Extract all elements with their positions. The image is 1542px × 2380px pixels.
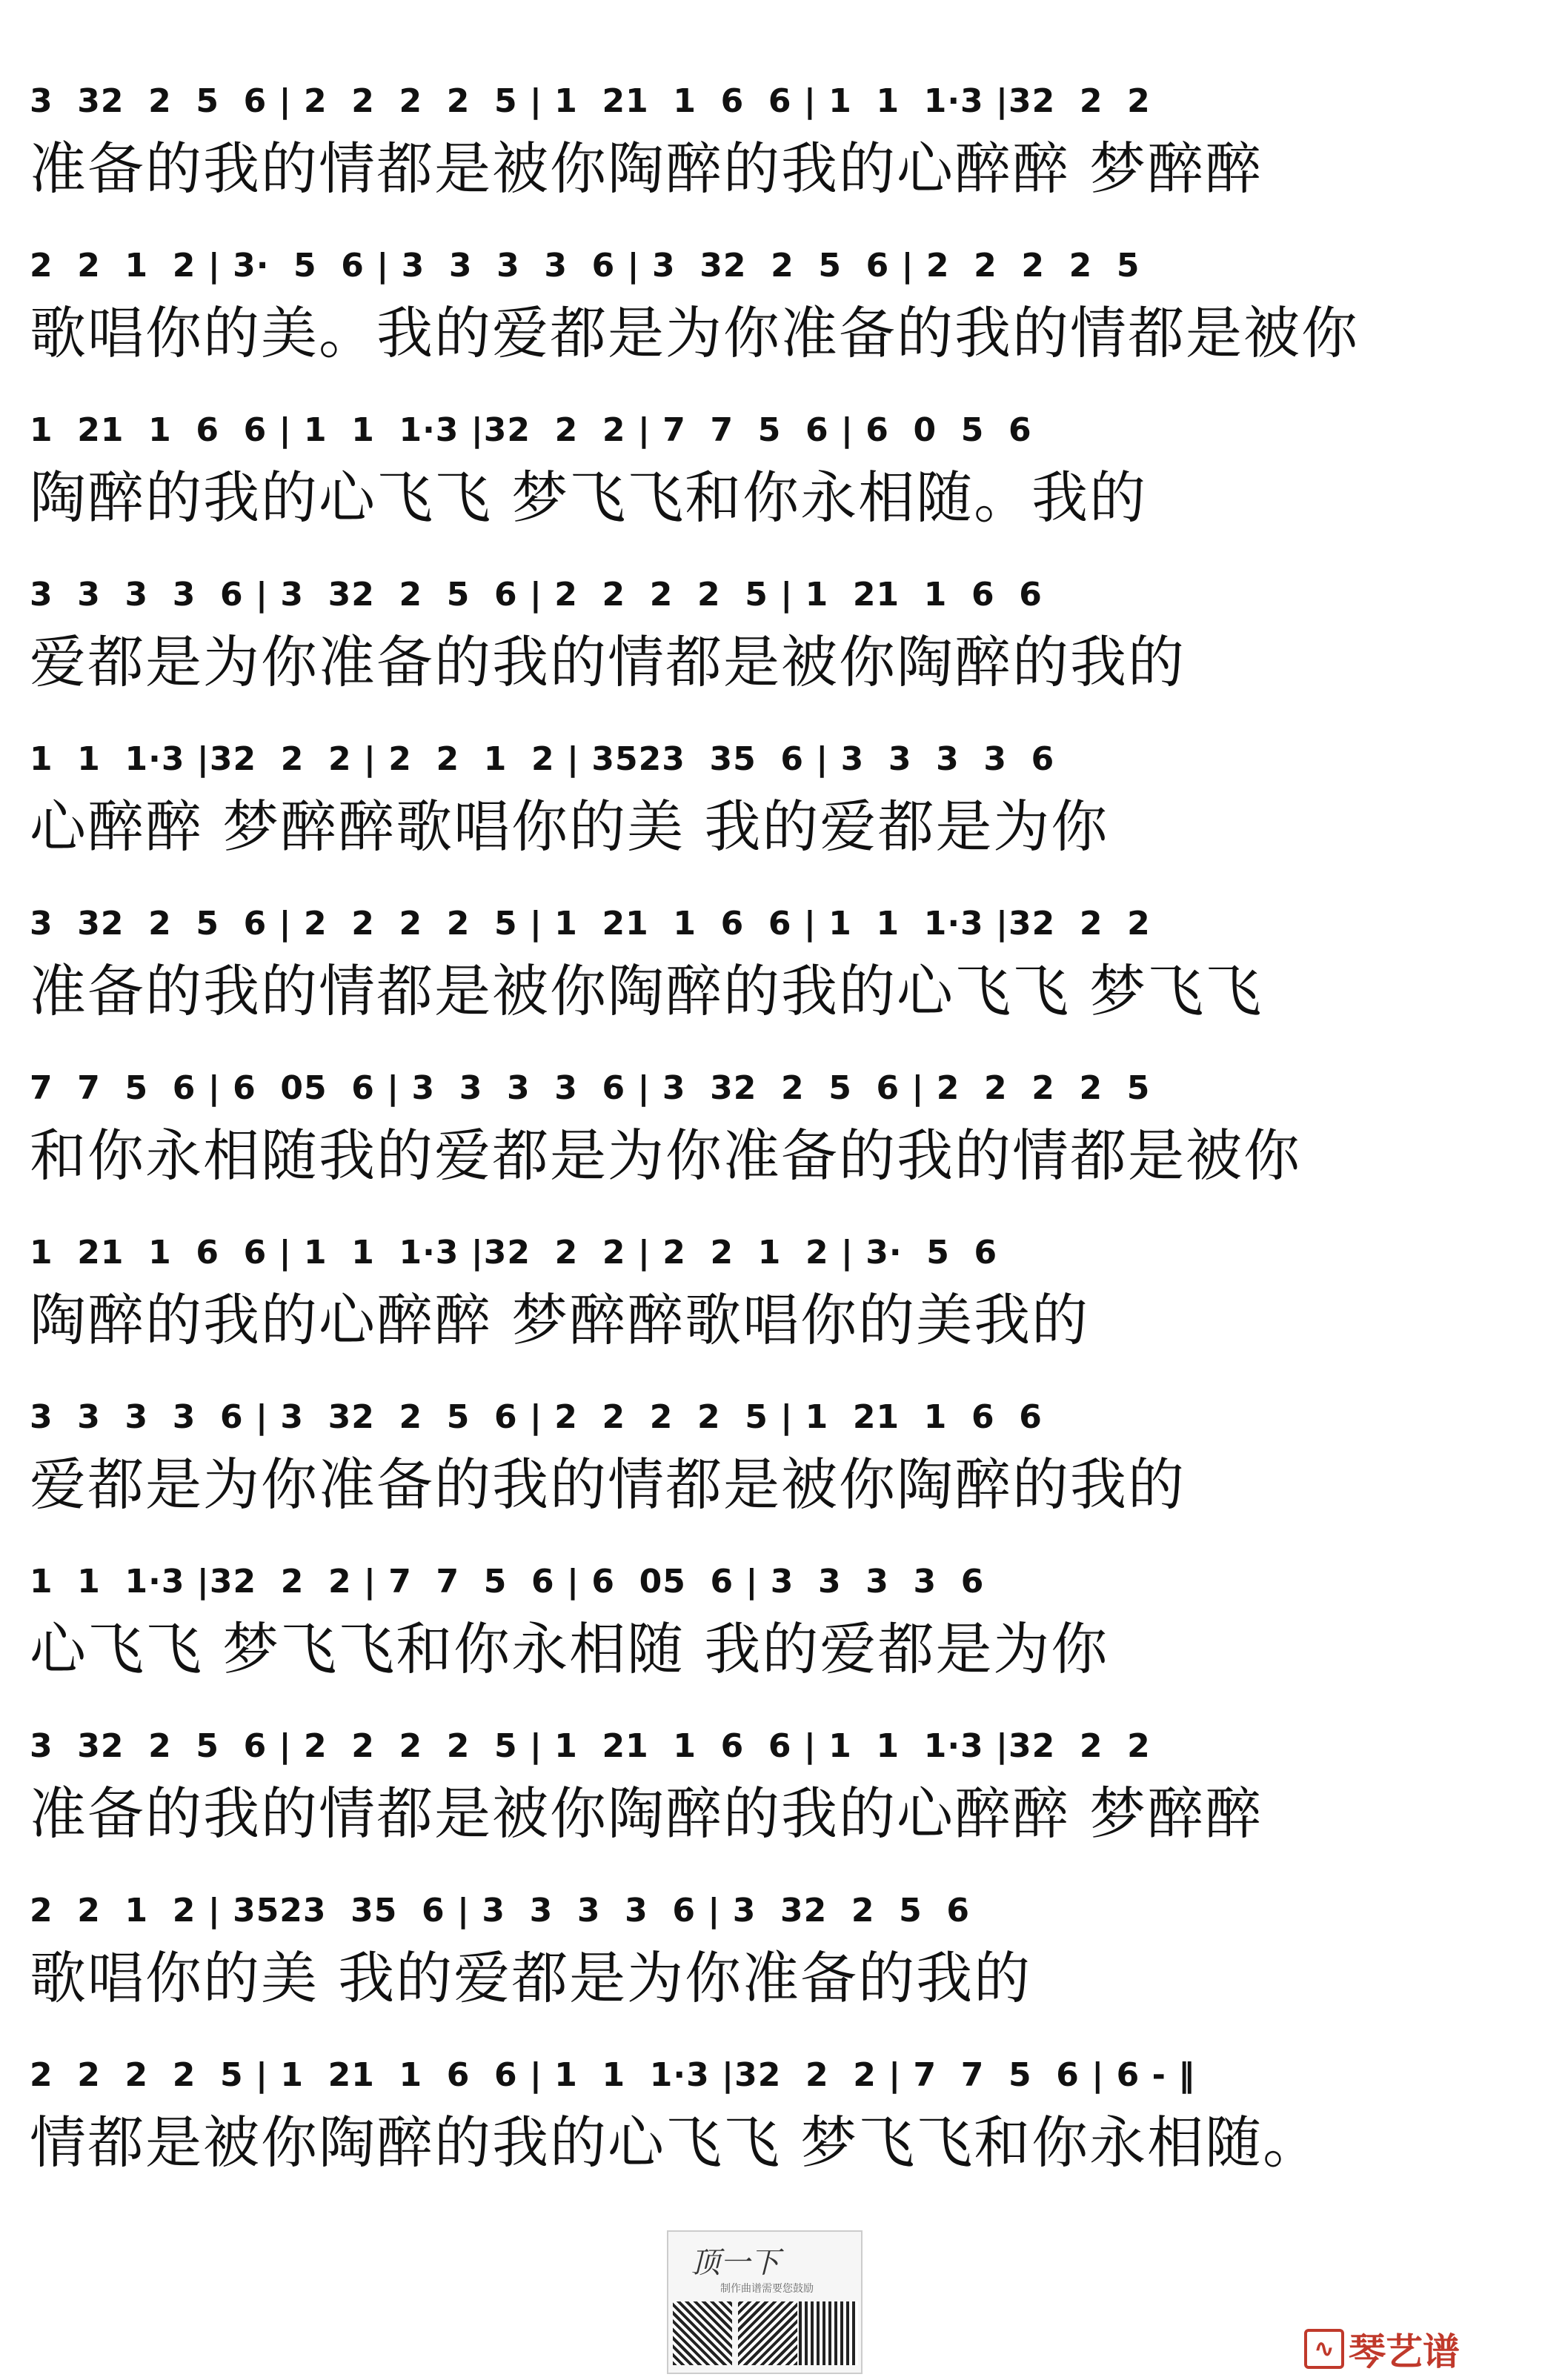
score-system <box>30 1039 1512 1203</box>
notation-line: 1 21 1 6 6 | 1 1 1·3 |32 2 2 | 7 7 5 6 | 6 0 5 6 <box>30 411 1032 449</box>
piano-logo-icon: ∿ <box>1304 2329 1344 2369</box>
card-title: 顶一下 <box>691 2246 780 2280</box>
score <box>30 52 1512 2190</box>
brand-text: 琴艺谱 <box>1349 2330 1460 2373</box>
notation-line: 3 32 2 5 6 | 2 2 2 2 5 | 1 21 1 6 6 | 1 1 1·3 |32 2 2 <box>30 905 1151 943</box>
score-system <box>30 545 1512 710</box>
score-system <box>30 710 1512 874</box>
score-system <box>30 1861 1512 2026</box>
score-system <box>30 216 1512 381</box>
score-system <box>30 2026 1512 2190</box>
score-system <box>30 874 1512 1039</box>
lyrics-line: 歌唱你的美 我的爱都是为你准备的我的 <box>30 1945 1032 2011</box>
notation-line: 2 2 2 2 5 | 1 21 1 6 6 | 1 1 1·3 |32 2 2 | 7 7 5 6 | 6 - ‖ <box>30 2056 1196 2094</box>
score-system <box>30 52 1512 216</box>
score-system <box>30 381 1512 545</box>
card-subtitle: 制作曲谱需要您鼓励 <box>720 2283 814 2295</box>
notation-line: 2 2 1 2 | 3523 35 6 | 3 3 3 3 6 | 3 32 2 5 6 <box>30 1892 970 1929</box>
qr-code-icon <box>738 2301 797 2365</box>
lyrics-line: 情都是被你陶醉的我的心飞飞 梦飞飞和你永相随。 <box>30 2110 1321 2175</box>
lyrics-line: 歌唱你的美。我的爱都是为你准备的我的情都是被你 <box>30 300 1359 366</box>
notation-line: 3 3 3 3 6 | 3 32 2 5 6 | 2 2 2 2 5 | 1 21 1 6 6 <box>30 576 1043 614</box>
notation-line: 1 1 1·3 |32 2 2 | 7 7 5 6 | 6 05 6 | 3 3 3 3 6 <box>30 1563 985 1600</box>
lyrics-line: 准备的我的情都是被你陶醉的我的心醉醉 梦醉醉 <box>30 136 1263 202</box>
notation-line: 1 1 1·3 |32 2 2 | 2 2 1 2 | 3523 35 6 | 3 3 3 3 6 <box>30 740 1055 778</box>
notation-line: 2 2 1 2 | 3· 5 6 | 3 3 3 3 6 | 3 32 2 5 6 | 2 2 2 2 5 <box>30 247 1140 285</box>
support-card[interactable] <box>667 2230 863 2374</box>
lyrics-line: 和你永相随我的爱都是为你准备的我的情都是被你 <box>30 1123 1301 1189</box>
lyrics-line: 心醉醉 梦醉醉歌唱你的美 我的爱都是为你 <box>30 794 1109 860</box>
score-system <box>30 1532 1512 1697</box>
notation-line: 7 7 5 6 | 6 05 6 | 3 3 3 3 6 | 3 32 2 5 6 | 2 2 2 2 5 <box>30 1069 1151 1107</box>
lyrics-line: 心飞飞 梦飞飞和你永相随 我的爱都是为你 <box>30 1616 1109 1682</box>
brand-logo[interactable] <box>1304 2327 1460 2371</box>
lyrics-line: 陶醉的我的心醉醉 梦醉醉歌唱你的美我的 <box>30 1287 1090 1353</box>
score-system <box>30 1697 1512 1861</box>
notation-line: 3 3 3 3 6 | 3 32 2 5 6 | 2 2 2 2 5 | 1 21 1 6 6 <box>30 1398 1043 1436</box>
notation-line: 3 32 2 5 6 | 2 2 2 2 5 | 1 21 1 6 6 | 1 1 1·3 |32 2 2 <box>30 1727 1151 1765</box>
notation-line: 3 32 2 5 6 | 2 2 2 2 5 | 1 21 1 6 6 | 1 1 1·3 |32 2 2 <box>30 82 1151 120</box>
lyrics-line: 陶醉的我的心飞飞 梦飞飞和你永相随。我的 <box>30 465 1148 531</box>
lyrics-line: 准备的我的情都是被你陶醉的我的心飞飞 梦飞飞 <box>30 958 1263 1024</box>
lyrics-line: 爱都是为你准备的我的情都是被你陶醉的我的 <box>30 1452 1186 1518</box>
qr-code-icon <box>673 2301 732 2365</box>
qr-code-icon <box>799 2301 858 2365</box>
score-system <box>30 1368 1512 1532</box>
lyrics-line: 准备的我的情都是被你陶醉的我的心醉醉 梦醉醉 <box>30 1781 1263 1847</box>
lyrics-line: 爱都是为你准备的我的情都是被你陶醉的我的 <box>30 629 1186 695</box>
notation-line: 1 21 1 6 6 | 1 1 1·3 |32 2 2 | 2 2 1 2 | 3· 5 6 <box>30 1234 998 1272</box>
score-system <box>30 1203 1512 1368</box>
